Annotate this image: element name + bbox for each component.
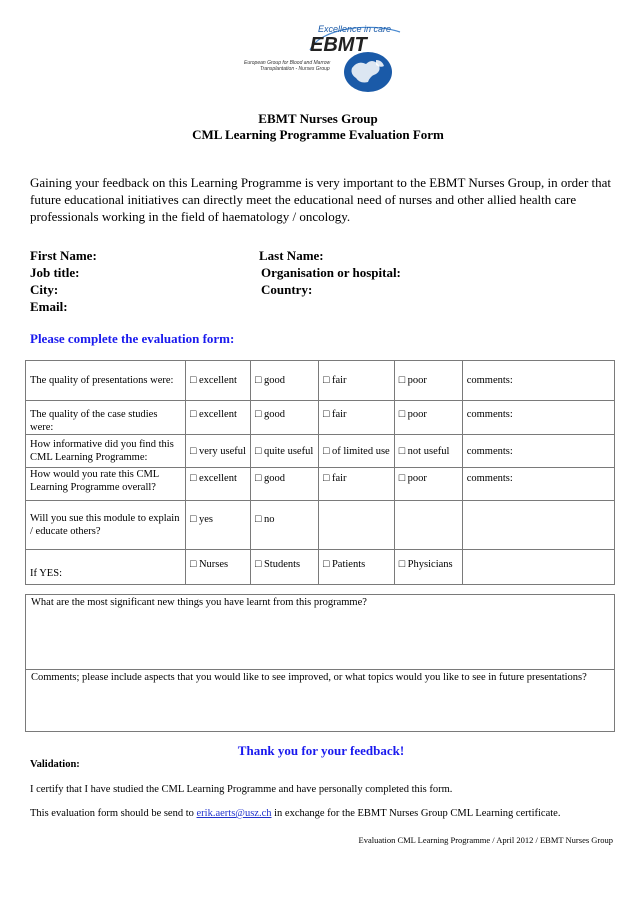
empty-cell bbox=[462, 550, 614, 585]
page-title-form: CML Learning Programme Evaluation Form bbox=[192, 127, 444, 142]
learnt-textarea[interactable] bbox=[25, 594, 615, 670]
table-row bbox=[26, 550, 615, 585]
comments-textarea[interactable] bbox=[25, 669, 615, 732]
option-checkbox[interactable]: □ Students bbox=[251, 550, 319, 585]
last-name-label[interactable]: Last Name: bbox=[259, 248, 324, 263]
table-row bbox=[26, 501, 615, 550]
logo-subtitle-1: European Group for Blood and Marrow bbox=[244, 60, 331, 66]
option-checkbox[interactable]: □ no bbox=[251, 501, 319, 550]
page-title-org: EBMT Nurses Group bbox=[258, 111, 378, 126]
comments-field[interactable]: comments: bbox=[462, 468, 614, 501]
empty-cell bbox=[462, 501, 614, 550]
ebmt-logo bbox=[240, 22, 410, 94]
organisation-label[interactable]: Organisation or hospital: bbox=[261, 265, 401, 280]
first-name-label[interactable]: First Name: bbox=[30, 248, 97, 263]
option-checkbox[interactable]: □ of limited use bbox=[319, 435, 395, 468]
intro-paragraph: Gaining your feedback on this Learning Programme is very important to the EBMT Nurses Group, in order that future educational initiatives can directly meet the educational need of nurses and other allied health care professionals working in the field of haematology / oncology. bbox=[30, 175, 612, 224]
comments-field[interactable]: comments: bbox=[462, 435, 614, 468]
option-checkbox[interactable]: □ very useful bbox=[186, 435, 251, 468]
question-cell: Will you sue this module to explain / educate others? bbox=[26, 501, 186, 550]
option-checkbox[interactable]: □ yes bbox=[186, 501, 251, 550]
option-checkbox[interactable]: □ Patients bbox=[319, 550, 395, 585]
email-label[interactable]: Email: bbox=[30, 299, 68, 314]
comments-question: Comments; please include aspects that you would like to see improved, or what topics would you like to see in future presentations? bbox=[31, 672, 587, 683]
option-checkbox[interactable]: □ excellent bbox=[186, 361, 251, 401]
option-checkbox[interactable]: □ excellent bbox=[186, 468, 251, 501]
send-prefix: This evaluation form should be send to bbox=[30, 808, 197, 819]
option-checkbox[interactable]: □ Nurses bbox=[186, 550, 251, 585]
question-cell: If YES: bbox=[26, 550, 186, 585]
job-title-label[interactable]: Job title: bbox=[30, 265, 80, 280]
option-checkbox[interactable]: □ good bbox=[251, 361, 319, 401]
comments-field[interactable]: comments: bbox=[462, 361, 614, 401]
question-cell: The quality of the case studies were: bbox=[26, 401, 186, 435]
option-checkbox[interactable]: □ good bbox=[251, 401, 319, 435]
empty-cell bbox=[319, 501, 395, 550]
logo-subtitle-2: Transplantation - Nurses Group bbox=[260, 66, 330, 72]
option-checkbox[interactable]: □ fair bbox=[319, 401, 395, 435]
option-checkbox[interactable]: □ not useful bbox=[394, 435, 462, 468]
table-row bbox=[26, 401, 615, 435]
option-checkbox[interactable]: □ Physicians bbox=[394, 550, 462, 585]
page-footer: Evaluation CML Learning Programme / April 2012 / EBMT Nurses Group bbox=[358, 835, 613, 845]
country-label[interactable]: Country: bbox=[261, 282, 313, 297]
table-row bbox=[26, 468, 615, 501]
question-cell: How would you rate this CML Learning Programme overall? bbox=[26, 468, 186, 501]
email-link[interactable]: erik.aerts@usz.ch bbox=[196, 808, 272, 819]
comments-field[interactable]: comments: bbox=[462, 401, 614, 435]
option-checkbox[interactable]: □ poor bbox=[394, 361, 462, 401]
option-checkbox[interactable]: □ fair bbox=[319, 468, 395, 501]
empty-cell bbox=[394, 501, 462, 550]
evaluation-table bbox=[25, 360, 615, 585]
option-checkbox[interactable]: □ poor bbox=[394, 468, 462, 501]
city-label[interactable]: City: bbox=[30, 282, 59, 297]
section-heading: Please complete the evaluation form: bbox=[30, 331, 235, 346]
option-checkbox[interactable]: □ good bbox=[251, 468, 319, 501]
table-row bbox=[26, 361, 615, 401]
validation-heading: Validation: bbox=[30, 759, 80, 770]
send-instructions bbox=[30, 808, 560, 819]
option-checkbox[interactable]: □ quite useful bbox=[251, 435, 319, 468]
send-suffix: in exchange for the EBMT Nurses Group CML Learning certificate. bbox=[271, 808, 561, 819]
table-row bbox=[26, 435, 615, 468]
option-checkbox[interactable]: □ poor bbox=[394, 401, 462, 435]
learnt-question: What are the most significant new things you have learnt from this programme? bbox=[31, 597, 367, 608]
logo-tagline: Excellence in care bbox=[318, 24, 392, 34]
question-cell: The quality of presentations were: bbox=[26, 361, 186, 401]
certify-statement: I certify that I have studied the CML Learning Programme and have personally completed this form. bbox=[30, 784, 453, 795]
logo-brand: EBMT bbox=[310, 34, 367, 56]
thank-you-message: Thank you for your feedback! bbox=[237, 743, 405, 758]
option-checkbox[interactable]: □ fair bbox=[319, 361, 395, 401]
question-cell: How informative did you find this CML Learning Programme: bbox=[26, 435, 186, 468]
option-checkbox[interactable]: □ excellent bbox=[186, 401, 251, 435]
